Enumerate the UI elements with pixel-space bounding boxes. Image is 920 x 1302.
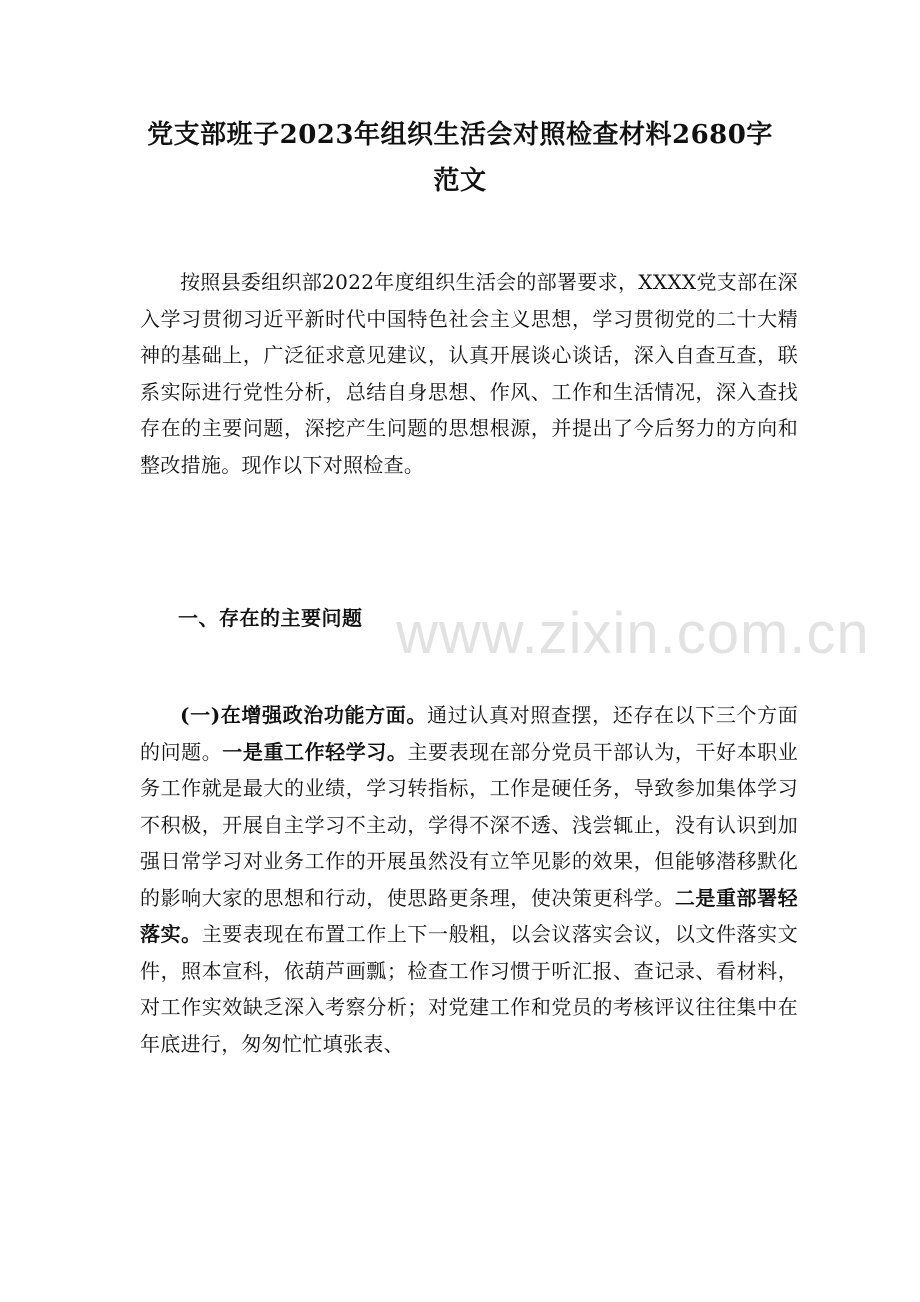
para-text-3: 主要表现在布置工作上下一般粗，以会议落实会议，以文件落实文件，照本宣科，依葫芦画瓢；检查工作习惯于听汇报、查记录、看材料，对工作实效缺乏深入考察分析；对党建工作和党员的考核评议往往集中在年底进行，匆匆忙忙填张表、 xyxy=(140,922,798,1056)
para-text-2: 主要表现在部分党员干部认为，干好本职业务工作就是最大的业绩，学习转指标，工作是硬任务，导致参加集体学习不积极，开展自主学习不主动，学得不深不透、浅尝辄止，没有认识到加强日常学习对业务工作的开展虽然没有立竿见影的效果，但能够潜移默化的影响大家的思想和行动，使思路更条理，使决策更科学。 xyxy=(140,739,799,910)
watermark: www.zixin.com.cn xyxy=(396,601,870,666)
para-bold-point-2: 二是重部署轻落实。 xyxy=(140,885,798,946)
para-bold-point-1: 一是重工作轻学习。 xyxy=(222,739,408,764)
section-heading: 一、存在的主要问题 xyxy=(178,606,363,630)
para-lead-heading: (一)在增强政治功能方面。 xyxy=(180,703,428,727)
para-text-1: 通过认真对照查摆，还存在以下三个方面的问题。 xyxy=(140,703,798,764)
title-line-2: 范文 xyxy=(433,166,487,196)
intro-paragraph: 按照县委组织部2022年度组织生活会的部署要求，XXXX党支部在深入学习贯彻习近平新时代中国特色社会主义思想，学习贯彻党的二十大精神的基础上，广泛征求意见建议，认真开展谈心谈话，深入自查互查，联系实际进行党性分析，总结自身思想、作风、工作和生活情况，深入查找存在的主要问题，深挖产生问题的思想根源，并提出了今后努力的方向和整改措施。现作以下对照检查。 xyxy=(140,270,798,477)
document-title xyxy=(130,112,790,204)
body-paragraph xyxy=(140,697,798,1062)
title-line-1: 党支部班子2023年组织生活会对照检查材料2680字 xyxy=(147,120,773,150)
